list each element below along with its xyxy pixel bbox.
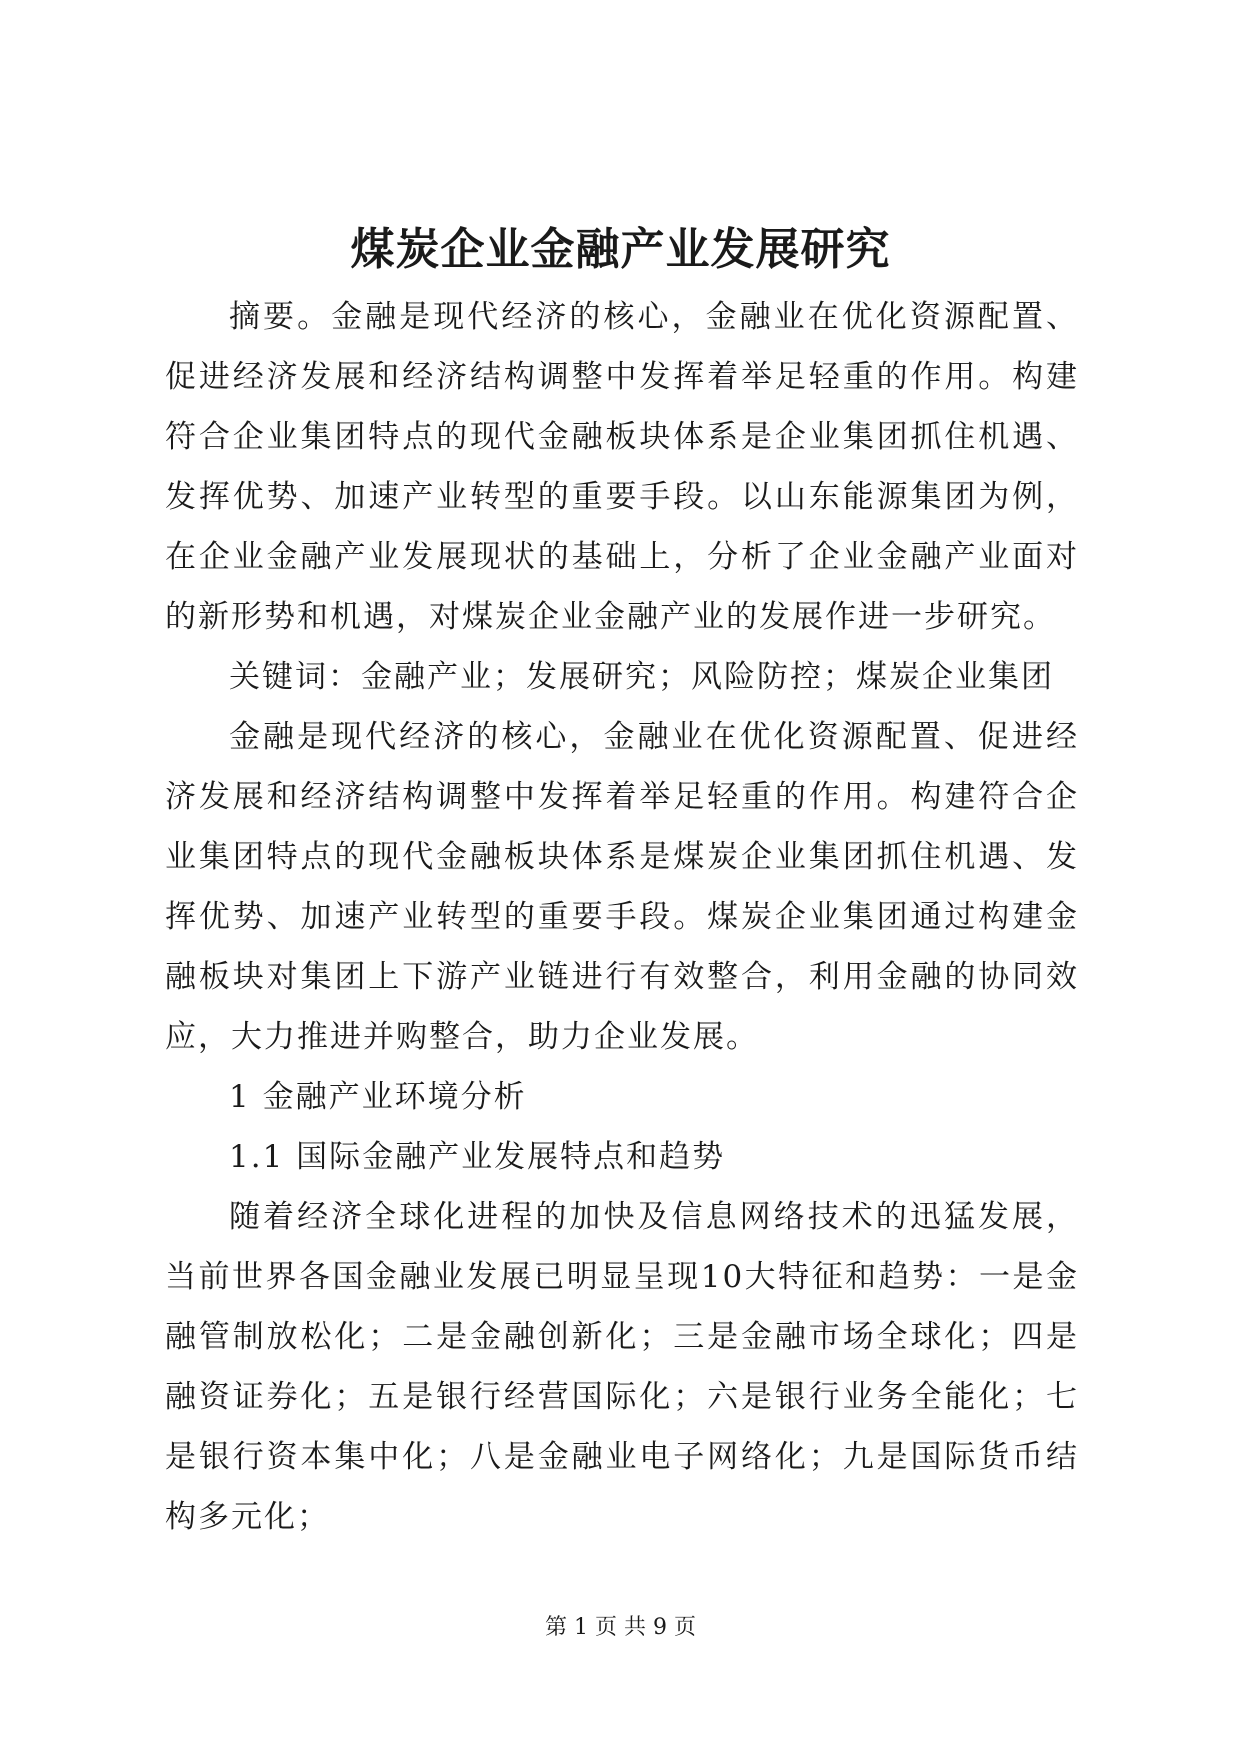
document-body — [165, 287, 1079, 1547]
intro-paragraph: 金融是现代经济的核心，金融业在优化资源配置、促进经济发展和经济结构调整中发挥着举足轻重的作用。构建符合企业集团特点的现代金融板块体系是煤炭企业集团抓住机遇、发挥优势、加速产业转型的重要手段。煤炭企业集团通过构建金融板块对集团上下游产业链进行有效整合，利用金融的协同效应，大力推进并购整合，助力企业发展。 — [165, 719, 1079, 1055]
subsection-heading: 1.1 国际金融产业发展特点和趋势 — [229, 1139, 726, 1175]
keywords-paragraph: 关键词：金融产业；发展研究；风险防控；煤炭企业集团 — [229, 659, 1054, 695]
page-footer: 第 1 页 共 9 页 — [545, 1615, 696, 1640]
abstract-paragraph: 摘要。金融是现代经济的核心，金融业在优化资源配置、促进经济发展和经济结构调整中发挥着举足轻重的作用。构建符合企业集团特点的现代金融板块体系是企业集团抓住机遇、发挥优势、加速产业转型的重要手段。以山东能源集团为例，在企业金融产业发展现状的基础上，分析了企业金融产业面对的新形势和机遇，对煤炭企业金融产业的发展作进一步研究。 — [165, 299, 1079, 635]
section-heading: 1 金融产业环境分析 — [229, 1079, 527, 1115]
body-paragraph: 随着经济全球化进程的加快及信息网络技术的迅猛发展，当前世界各国金融业发展已明显呈现10大特征和趋势：一是金融管制放松化；二是金融创新化；三是金融市场全球化；四是融资证券化；五是银行经营国际化；六是银行业务全能化；七是银行资本集中化；八是金融业电子网络化；九是国际货币结构多元化； — [165, 1199, 1079, 1535]
document-title: 煤炭企业金融产业发展研究 — [350, 224, 891, 275]
